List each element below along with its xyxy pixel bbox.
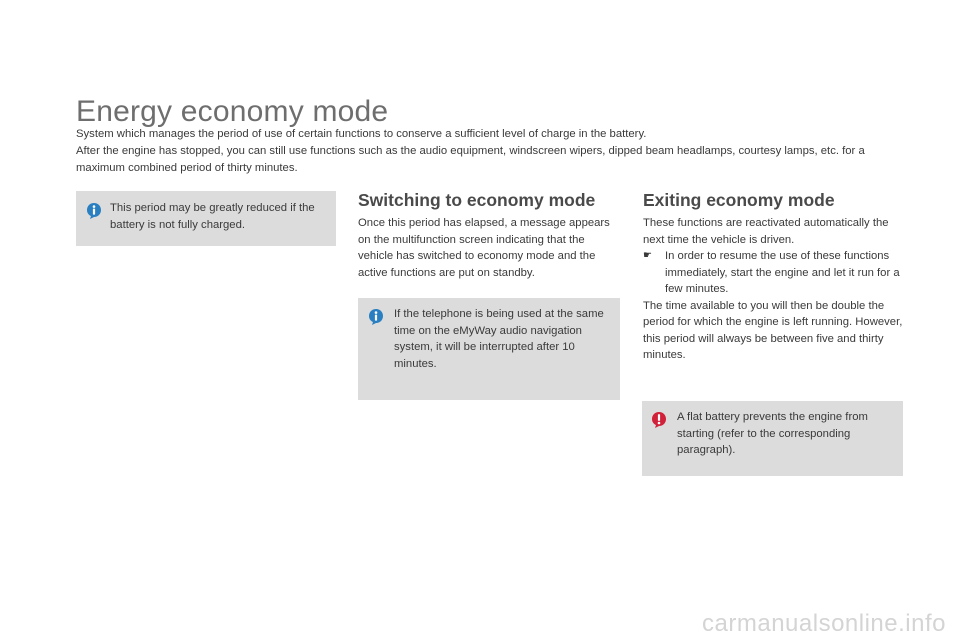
info-note-telephone — [358, 298, 620, 400]
info-icon — [85, 202, 103, 220]
intro-paragraph-2: After the engine has stopped, you can still use functions such as the audio equipment, windscreen wipers, dipped beam headlamps, courtesy lamps, etc. for a maximum combined period of thirty minutes. — [76, 145, 865, 174]
intro-paragraph-1: System which manages the period of use of certain functions to conserve a sufficient level of charge in the battery. — [76, 128, 647, 140]
switching-body: Once this period has elapsed, a message appears on the multifunction screen indicating that the vehicle has switched to economy mode and the active functions are put on standby. — [358, 217, 610, 279]
info-icon — [367, 308, 385, 326]
warning-note-flat-battery — [642, 401, 903, 476]
warning-icon — [650, 411, 668, 429]
info-note-battery-text: This period may be greatly reduced if the battery is not fully charged. — [110, 202, 315, 231]
exiting-section — [643, 215, 905, 364]
intro-text — [76, 126, 896, 177]
switching-section — [358, 215, 620, 281]
watermark: carmanualsonline.info — [702, 610, 946, 637]
exiting-heading: Exiting economy mode — [643, 190, 835, 210]
exiting-body-2: The time available to you will then be double the period for which the engine is left running. However, this period will always be between five and thirty minutes. — [643, 299, 903, 361]
exiting-body: These functions are reactivated automatically the next time the vehicle is driven. — [643, 217, 889, 246]
switching-heading: Switching to economy mode — [358, 190, 596, 210]
info-note-telephone-text: If the telephone is being used at the same time on the eMyWay audio navigation system, it will be interrupted after 10 minutes. — [394, 308, 604, 370]
info-note-battery — [76, 191, 336, 246]
exiting-bullet-text: In order to resume the use of these functions immediately, start the engine and let it run for a few minutes. — [665, 250, 900, 295]
exiting-bullet — [643, 248, 905, 298]
pointing-hand-icon: ☛ — [643, 250, 652, 261]
page-title: Energy economy mode — [76, 95, 389, 128]
warning-note-text: A flat battery prevents the engine from starting (refer to the corresponding paragraph). — [677, 411, 868, 456]
